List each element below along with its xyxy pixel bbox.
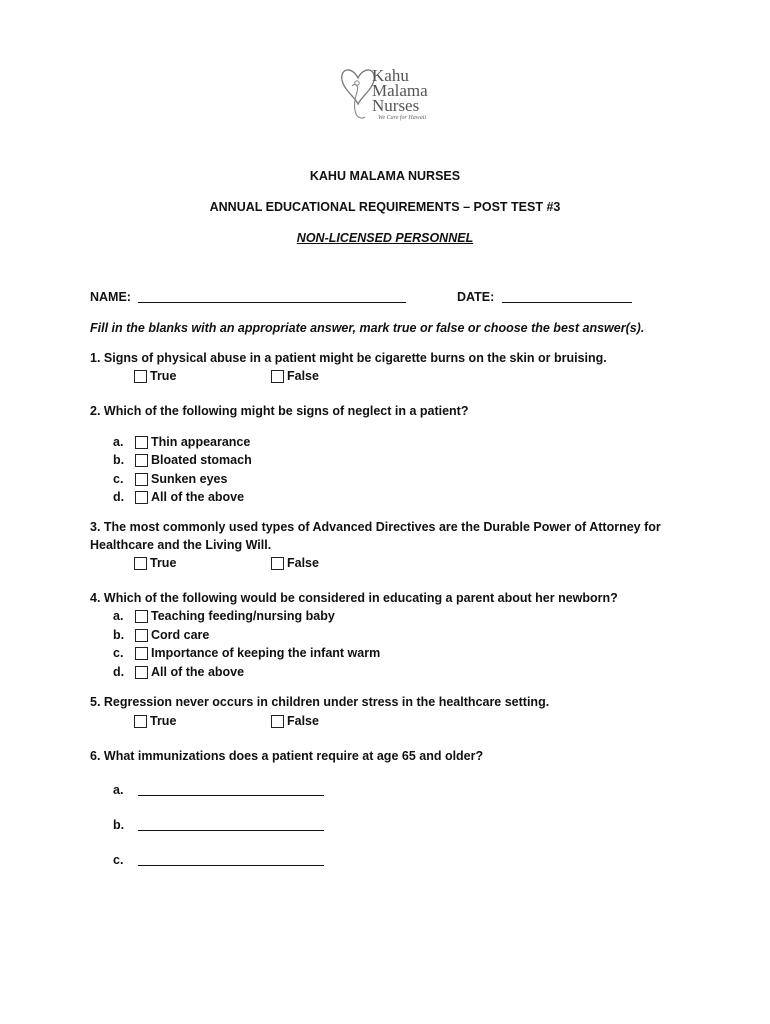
checkbox[interactable]	[134, 557, 147, 570]
name-label: NAME:	[90, 290, 131, 304]
q5-true-option[interactable]	[134, 714, 176, 728]
checkbox[interactable]	[135, 610, 148, 623]
logo-text-line1: Kahu	[372, 66, 409, 85]
q1-false-option[interactable]	[271, 369, 319, 383]
question-3-line1: 3. The most commonly used types of Advanced Directives are the Durable Power of Attorney for	[90, 520, 661, 534]
question-1: 1. Signs of physical abuse in a patient might be cigarette burns on the skin or bruising.	[90, 351, 607, 365]
date-field-row	[457, 290, 632, 304]
blank-letter: a.	[113, 783, 124, 797]
option-letter: a.	[113, 435, 124, 449]
name-field-row	[90, 290, 406, 304]
checkbox[interactable]	[134, 715, 147, 728]
option-label: Bloated stomach	[151, 453, 252, 467]
document-subtitle: NON-LICENSED PERSONNEL	[296, 231, 474, 245]
name-blank[interactable]	[138, 290, 406, 303]
q3-true-option[interactable]	[134, 556, 176, 570]
question-3-line2: Healthcare and the Living Will.	[90, 538, 272, 552]
checkbox[interactable]	[135, 491, 148, 504]
instructions: Fill in the blanks with an appropriate answer, mark true or false or choose the best answer(s).	[90, 321, 645, 335]
option-label: False	[287, 556, 319, 570]
option-label: True	[150, 714, 177, 728]
option-label: False	[287, 369, 319, 383]
checkbox[interactable]	[271, 715, 284, 728]
q2-option-b[interactable]	[113, 453, 252, 467]
logo-tagline: We Care for Hawaii	[378, 115, 427, 121]
checkbox[interactable]	[135, 473, 148, 486]
checkbox[interactable]	[135, 666, 148, 679]
q4-option-a[interactable]	[113, 609, 335, 623]
logo-text-line2: Malama	[372, 81, 428, 100]
q2-option-a[interactable]	[113, 435, 250, 449]
option-label: Teaching feeding/nursing baby	[151, 609, 335, 623]
option-letter: b.	[113, 628, 125, 642]
answer-blank[interactable]	[138, 853, 324, 866]
question-4: 4. Which of the following would be considered in educating a parent about her newborn?	[90, 591, 618, 605]
checkbox[interactable]	[135, 629, 148, 642]
q4-option-b[interactable]	[113, 628, 209, 642]
q6-blank-c	[113, 853, 324, 867]
option-letter: b.	[113, 453, 125, 467]
option-label: Thin appearance	[151, 435, 251, 449]
q6-blank-a	[113, 783, 324, 797]
kahu-malama-logo	[338, 64, 448, 126]
checkbox[interactable]	[271, 370, 284, 383]
q2-option-c[interactable]	[113, 472, 227, 486]
q6-blank-b	[113, 818, 324, 832]
q4-option-c[interactable]	[113, 646, 380, 660]
option-label: Importance of keeping the infant warm	[151, 646, 381, 660]
answer-blank[interactable]	[138, 818, 324, 831]
date-blank[interactable]	[502, 290, 632, 303]
option-letter: c.	[113, 646, 124, 660]
option-label: True	[150, 556, 177, 570]
blank-letter: b.	[113, 818, 125, 832]
question-5: 5. Regression never occurs in children under stress in the healthcare setting.	[90, 695, 550, 709]
q3-false-option[interactable]	[271, 556, 319, 570]
q4-option-d[interactable]	[113, 665, 244, 679]
option-label: Cord care	[151, 628, 210, 642]
option-letter: d.	[113, 665, 125, 679]
date-label: DATE:	[457, 290, 495, 304]
q5-false-option[interactable]	[271, 714, 319, 728]
checkbox[interactable]	[271, 557, 284, 570]
checkbox[interactable]	[135, 436, 148, 449]
option-label: False	[287, 714, 319, 728]
document-title: ANNUAL EDUCATIONAL REQUIREMENTS – POST TEST #3	[209, 200, 561, 214]
q2-option-d[interactable]	[113, 490, 244, 504]
answer-blank[interactable]	[138, 783, 324, 796]
checkbox[interactable]	[135, 454, 148, 467]
blank-letter: c.	[113, 853, 124, 867]
logo-text-line3: Nurses	[372, 96, 420, 115]
question-2: 2. Which of the following might be signs of neglect in a patient?	[90, 404, 469, 418]
org-heading: KAHU MALAMA NURSES	[309, 169, 461, 183]
option-label: Sunken eyes	[151, 472, 228, 486]
option-label: All of the above	[151, 490, 245, 504]
option-label: All of the above	[151, 665, 245, 679]
checkbox[interactable]	[135, 647, 148, 660]
checkbox[interactable]	[134, 370, 147, 383]
option-label: True	[150, 369, 177, 383]
q1-true-option[interactable]	[134, 369, 176, 383]
option-letter: a.	[113, 609, 124, 623]
question-6: 6. What immunizations does a patient require at age 65 and older?	[90, 749, 484, 763]
option-letter: c.	[113, 472, 124, 486]
option-letter: d.	[113, 490, 125, 504]
